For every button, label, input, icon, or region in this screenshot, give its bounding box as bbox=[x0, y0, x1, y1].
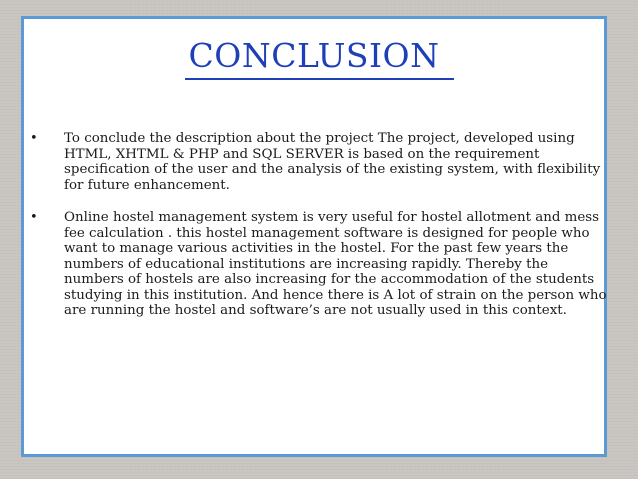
bullet-dot: • bbox=[30, 210, 38, 225]
bullet-list bbox=[24, 131, 610, 336]
bullet-dot: • bbox=[30, 131, 38, 146]
bullet-item-conclusion bbox=[24, 131, 610, 193]
title-underline bbox=[185, 78, 454, 80]
slide-panel bbox=[21, 16, 607, 457]
bullet-text: Online hostel management system is very useful for hostel allotment and mess fee calculation . this hostel management software is designed for people who want to manage various activities in the hostel. For the past few years the numbers of educational institutions are increasing rapidly. Thereby the numbers of hostels are also increasing for the accommodation of the students studying in this institution. And hence there is A lot of strain on the person who are running the hostel and software’s are not usually used in this context. bbox=[64, 210, 607, 318]
bullet-item-hostel-system bbox=[24, 210, 610, 319]
slide-title: CONCLUSION bbox=[188, 36, 440, 75]
bullet-text: To conclude the description about the project The project, developed using HTML, XHTML & PHP and SQL SERVER is based on the requirement specification of the user and the analysis of the existing system, with flexibility for future enhancement. bbox=[64, 131, 601, 193]
